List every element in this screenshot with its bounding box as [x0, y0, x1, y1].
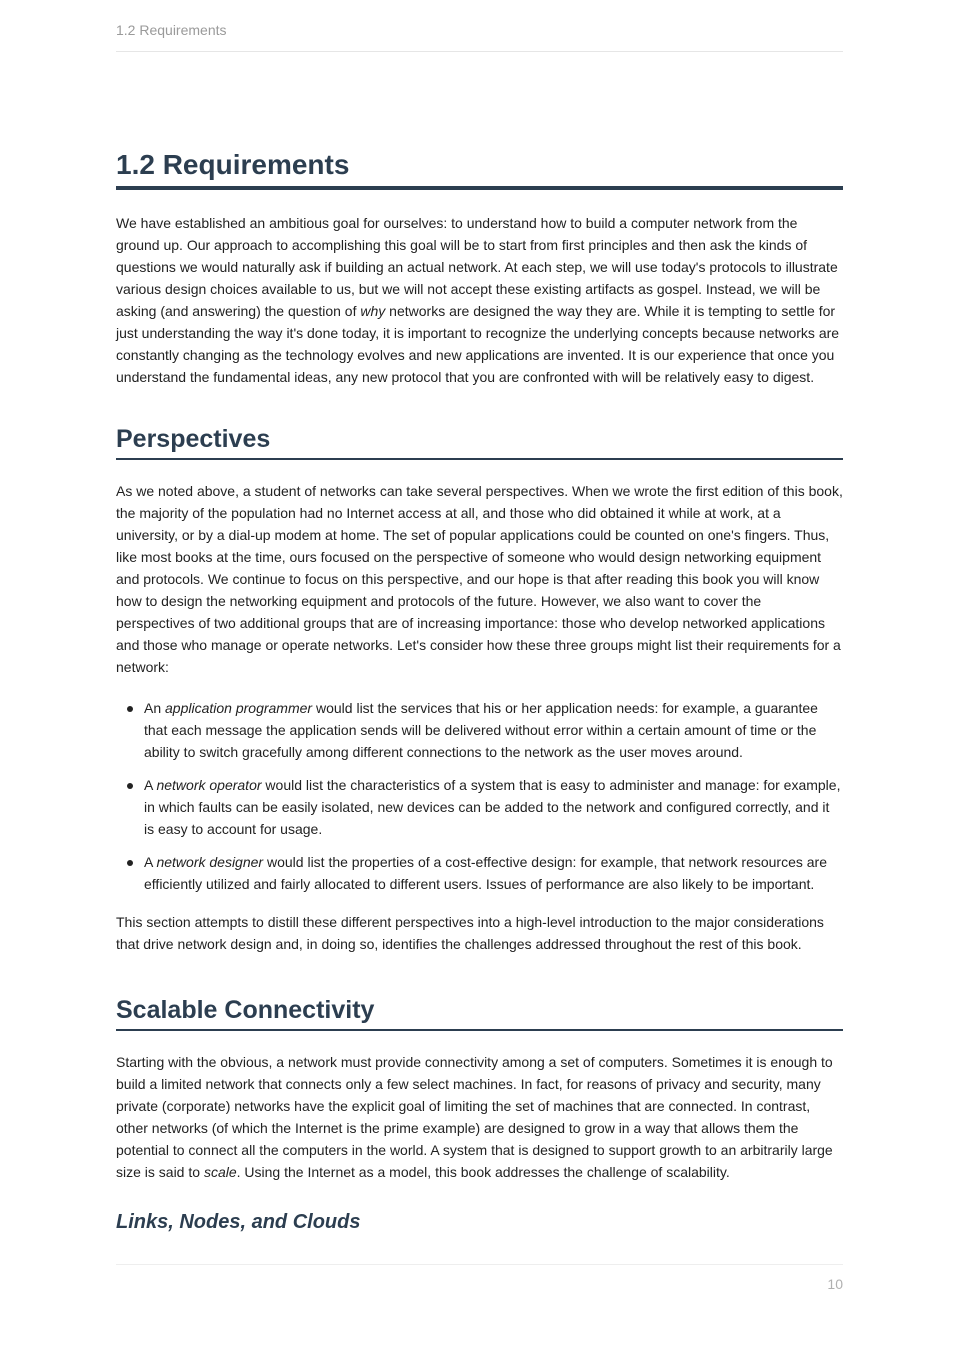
bullet-text: would list the characteristics of a system that is easy to administer and manage: for example, in which faults can be easily isolated, new devices can be added to the network and configured correctly, and it is easy to account for usage. — [144, 777, 841, 837]
scalable-text-b: . Using the Internet as a model, this book addresses the challenge of scalability. — [236, 1164, 730, 1180]
running-header: 1.2 Requirements — [116, 22, 843, 52]
list-item — [144, 851, 843, 895]
scalable-text-a: Starting with the obvious, a network must provide connectivity among a set of computers. Sometimes it is enough to build a limited network that connects only a few select machines. In fact, for reasons of privacy and security, many private (corporate) networks have the explicit goal of limiting the set of machines that are connected. In contrast, other networks (of which the Internet is the prime example) are designed to grow in a way that allows them the potential to connect all the computers in the world. A system that is designed to support growth to an arbitrarily large size is said to — [116, 1054, 833, 1180]
scalable-heading: Scalable Connectivity — [116, 993, 843, 1031]
scalable-paragraph — [116, 1051, 843, 1183]
section-title: 1.2 Requirements — [116, 146, 843, 190]
bullet-role: network operator — [156, 777, 262, 793]
scalable-emphasis: scale — [203, 1164, 237, 1180]
document-body — [116, 146, 843, 1236]
list-item — [144, 774, 843, 840]
bullet-prefix: An — [144, 700, 166, 716]
perspectives-heading: Perspectives — [116, 422, 843, 460]
intro-text-b: networks are designed the way they are. While it is tempting to settle for just understanding the way it's done today, it is important to recognize the underlying concepts because networks are constantly changing as the technology evolves and new applications are invented. It is our experience that once you understand the fundamental ideas, any new protocol that you are confronted with will be relatively easy to digest. — [116, 303, 840, 385]
list-item — [144, 697, 843, 763]
perspectives-paragraph: As we noted above, a student of networks can take several perspectives. When we wrote the first edition of this book, the majority of the population had no Internet access at all, and those who did obtained it while at work, at a university, or by a dial-up modem at home. The set of popular applications could be counted on one's fingers. Thus, like most books at the time, ours focused on the perspective of someone who would design networking equipment and protocols. We continue to focus on this perspective, and our hope is that after reading this book you will know how to design the networking equipment and protocols of the future. However, we also want to cover the perspectives of two additional groups that are of increasing importance: those who develop networked applications and those who manage or operate networks. Let's consider how these three groups might list their requirements for a network: — [116, 483, 843, 675]
bullet-prefix: A — [144, 777, 157, 793]
intro-text-a: We have established an ambitious goal for ourselves: to understand how to build a computer network from the ground up. Our approach to accomplishing this goal will be to start from first principles and then ask the kinds of questions we would naturally ask if building an actual network. At each step, we will use today's protocols to illustrate various design choices available to us, but we will not accept these existing artifacts as gospel. Instead, we will be asking (and answering) the question of — [116, 215, 838, 319]
footer-divider — [116, 1264, 843, 1265]
bullet-role: network designer — [156, 854, 264, 870]
bullet-text: would list the properties of a cost-effective design: for example, that network resources are efficiently utilized and fairly allocated to different users. Issues of performance are also likely to be important. — [144, 854, 828, 892]
bullet-prefix: A — [144, 854, 157, 870]
intro-paragraph — [116, 212, 843, 388]
page-number: 10 — [827, 1276, 843, 1292]
requirements-list — [116, 697, 843, 895]
subsection-heading: Links, Nodes, and Clouds — [116, 1211, 361, 1233]
bullet-text: would list the services that his or her application needs: for example, a guarantee that each message the application sends will be delivered without error within a certain amount of time or the ability to switch gracefully among different connections to the network as the user moves around. — [144, 700, 818, 760]
perspectives-closing: This section attempts to distill these different perspectives into a high-level introduction to the major considerations that drive network design and, in doing so, identifies the challenges addressed throughout the rest of this book. — [116, 914, 824, 952]
intro-emphasis: why — [360, 303, 386, 319]
bullet-role: application programmer — [165, 700, 313, 716]
